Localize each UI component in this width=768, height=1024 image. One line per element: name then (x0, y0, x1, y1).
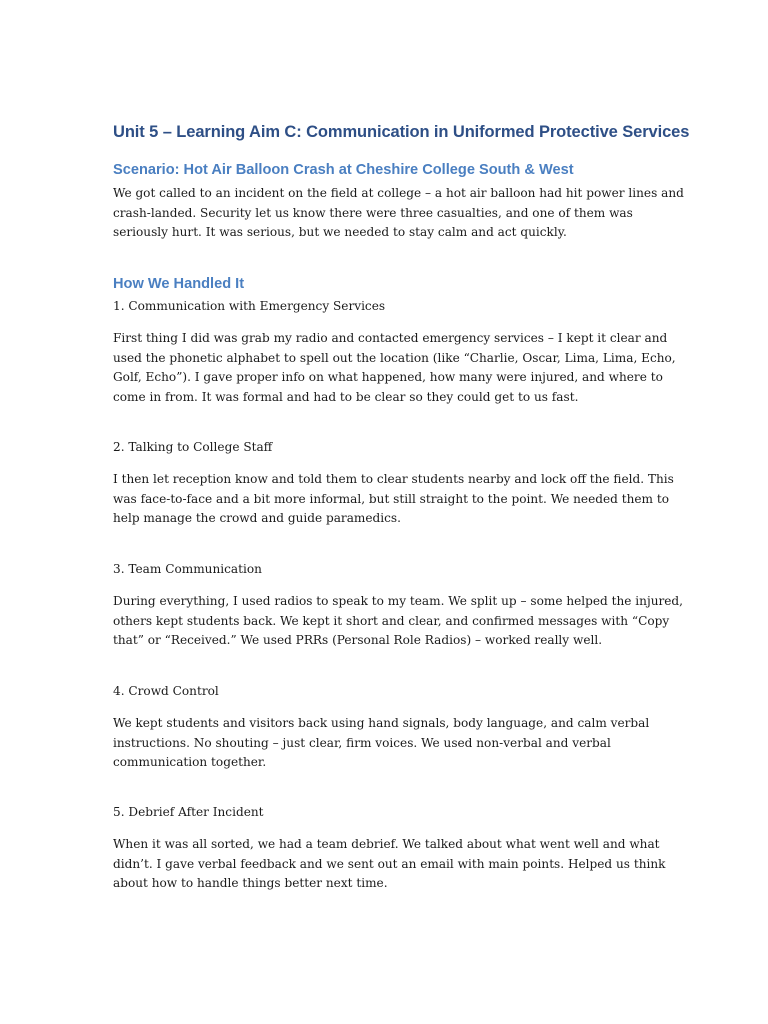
scenario-line: We got called to an incident on the field at college – a hot air balloon had hit power lines and (113, 186, 684, 200)
section-line: was face-to-face and a bit more informal, but still straight to the point. We needed them to (113, 491, 669, 506)
scenario-heading: Scenario: Hot Air Balloon Crash at Cheshire College South & West (113, 162, 574, 178)
section-line: When it was all sorted, we had a team debrief. We talked about what went well and what (113, 837, 660, 851)
section-heading: 5. Debrief After Incident (113, 805, 264, 819)
how-we-handled-it-heading: How We Handled It (113, 276, 245, 292)
section-line: First thing I did was grab my radio and contacted emergency services – I kept it clear and (113, 331, 668, 345)
section-heading: 2. Talking to College Staff (113, 440, 273, 454)
section-line: used the phonetic alphabet to spell out the location (like “Charlie, Oscar, Lima, Lima, Echo, (113, 350, 676, 365)
section-line: that” or “Received.” We used PRRs (Personal Role Radios) – worked really well. (113, 633, 603, 647)
scenario-line: crash-landed. Security let us know there were three casualties, and one of them was (113, 205, 633, 220)
scenario-paragraph (113, 184, 684, 243)
document-title: Unit 5 – Learning Aim C: Communication in Uniformed Protective Services (113, 123, 690, 141)
scenario-line: seriously hurt. It was serious, but we needed to stay calm and act quickly. (113, 225, 567, 239)
section-line: Golf, Echo”). I gave proper info on what happened, how many were injured, and where to (113, 370, 663, 384)
section-paragraph (113, 470, 674, 529)
section-line: During everything, I used radios to speak to my team. We split up – some helped the injured, (113, 594, 684, 608)
section-line: help manage the crowd and guide paramedics. (113, 511, 401, 525)
section-line: come in from. It was formal and had to be clear so they could get to us fast. (113, 389, 579, 404)
section-heading: 3. Team Communication (113, 562, 262, 576)
section-line: I then let reception know and told them to clear students nearby and lock off the field. This (113, 472, 674, 486)
section-line: communication together. (113, 755, 267, 769)
section-line: didn’t. I gave verbal feedback and we sent out an email with main points. Helped us think (113, 856, 666, 871)
section-heading: 4. Crowd Control (113, 684, 219, 698)
section-paragraph (113, 592, 684, 651)
section-line: others kept students back. We kept it short and clear, and confirmed messages with “Copy (113, 613, 670, 628)
section-paragraph (113, 835, 668, 894)
section-heading: 1. Communication with Emergency Services (113, 299, 386, 313)
section-line: instructions. No shouting – just clear, firm voices. We used non-verbal and verbal (113, 735, 611, 750)
section-paragraph (113, 329, 676, 407)
section-line: about how to handle things better next time. (113, 876, 388, 890)
section-paragraph (113, 714, 668, 773)
section-line: We kept students and visitors back using hand signals, body language, and calm verbal (113, 716, 650, 730)
